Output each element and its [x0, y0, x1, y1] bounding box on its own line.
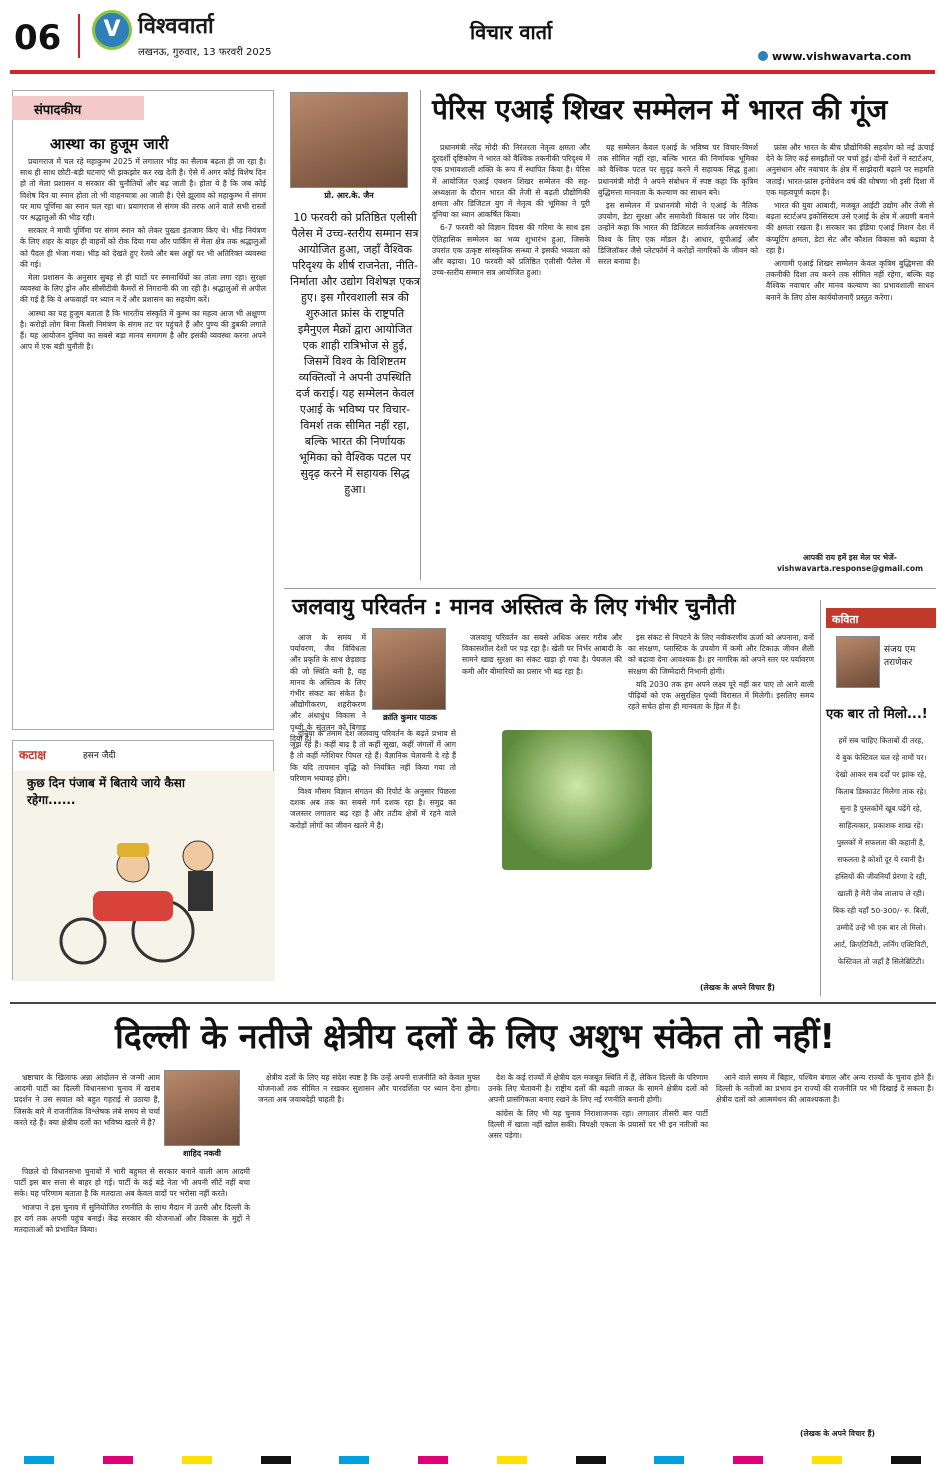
poem-line: हमें सब चाहिए किताबों दी तरह,: [838, 736, 924, 745]
color-swatch: [24, 1456, 54, 1464]
poem-line: साहित्यकार, प्रकाशक शाख रहे।: [838, 821, 924, 830]
lead-para: प्रधानमंत्री नरेंद्र मोदी की निरंतरता नेतृत्व क्षमता और दूरदर्शी दृष्टिकोण ने भारत को वैश्विक तकनीकी परिदृश्य में एक प्रभावशाली शक्ति के रूप में स्थापित किया है। पेरिस में आयोजित एआई एक्शन शिखर सम्मेलन की सह-अध्यक्षता के दौरान भारत की तेजी से बढ़ती प्रौद्योगिकी क्षमता और डिजिटल युग में नेतृत्व की भूमिका ने पूरी दुनिया का ध्यान आकर्षित किया।: [432, 143, 590, 220]
bottom-para: देश के कई राज्यों में क्षेत्रीय दल मजबूत स्थिति में हैं, लेकिन दिल्ली के परिणाम उनके लिए चेतावनी है। राष्ट्रीय दलों की बढ़ती ताकत के सामने क्षेत्रीय दलों को अपनी प्रासंगिकता बनाए रखने के लिए नई रणनीति बनानी होगी।: [488, 1073, 708, 1105]
cartoon-box: [12, 740, 274, 980]
section-rule: [10, 1002, 936, 1004]
poem-line: पुस्तकों में सफलता की कहानी है,: [836, 838, 926, 847]
author-photo-naqvi: [164, 1070, 240, 1146]
website-text: www.vishwavarta.com: [772, 50, 912, 63]
climate-para: यदि 2030 तक हम अपने लक्ष्य पूरे नहीं कर पाए तो आने वाली पीढ़ियों को एक असुरक्षित पृथ्वी विरासत में मिलेगी। इसलिए समय रहते सचेत होना ही मानवता के हित में है।: [628, 679, 814, 712]
editorial-para: मेला प्रशासन के अनुसार सुबह से ही घाटों पर स्नानार्थियों का तांता लगा रहा। सुरक्षा व्यवस्था के लिए ड्रोन और सीसीटीवी कैमरों से निगरानी की जा रही है। श्रद्धालुओं से अपील की गई है कि वे अफवाहों पर ध्यान न दें और प्रशासन का सहयोग करें।: [20, 273, 266, 305]
editorial-tag: [12, 96, 144, 120]
lead-article-title: पेरिस एआई शिखर सम्मेलन में भारत की गूंज: [432, 93, 888, 126]
website-link[interactable]: [758, 50, 911, 63]
poem-line: देखो आकर सब दर्दों पर झांक रहे,: [835, 770, 927, 779]
brand-name: विश्ववार्ता: [138, 14, 214, 39]
bottom-para: आने वाले समय में बिहार, पश्चिम बंगाल और अन्य राज्यों के चुनाव होने हैं। दिल्ली के नतीजों का प्रभाव इन राज्यों की राजनीति पर भी दिखाई दे सकता है। क्षेत्रीय दलों को आत्ममंथन की आवश्यकता है।: [716, 1073, 934, 1105]
cartoon-artist: हसन जैदी: [83, 751, 116, 761]
lead-para: 6-7 फरवरी को विज्ञान दिवस की गरिमा के साथ इस ऐतिहासिक सम्मेलन का भव्य शुभारंभ हुआ, जिसके उपरांत एक उत्कृष्ट सांस्कृतिक सन्ध्या ने इसकी भव्यता को और बढ़ाया। 10 फरवरी को प्रतिष्ठित एलीसी पैलेस में उच्च-स्तरीय सम्मान सत्र आयोजित हुआ।: [432, 223, 590, 278]
color-swatch: [339, 1456, 369, 1464]
poem-body: [826, 735, 936, 973]
editorial-body: [20, 156, 266, 722]
climate-para: जलवायु परिवर्तन का सबसे अधिक असर गरीब और विकासशील देशों पर पड़ रहा है। खेती पर निर्भर आबादी के सामने खाद्य सुरक्षा का संकट खड़ा हो गया है। पेयजल की कमी और बीमारियों का प्रसार भी बढ़ रहा है।: [462, 633, 622, 676]
bottom-article-col2: [258, 1072, 480, 1442]
bottom-article-intro: [14, 1072, 160, 1162]
poem-line: ये बुक फेस्टिवल चल रहे नामों पर।: [835, 753, 927, 762]
poem-line: सुना है पुस्तकोंमें खूब पढ़ेंगे रहे,: [839, 804, 923, 813]
lead-para: भारत की युवा आबादी, मजबूत आईटी उद्योग और तेजी से बढ़ता स्टार्टअप इकोसिस्टम उसे एआई के क्षेत्र में अग्रणी बनाने की क्षमता रखता है। सरकार का इंडिया एआई मिशन देश में कंप्यूटिंग क्षमता, डेटा सेट और कौशल विकास को बढ़ावा दे रहा है।: [766, 201, 934, 255]
editorial-para: सरकार ने माघी पूर्णिमा पर संगम स्नान को लेकर पुख्ता इंतजाम किए थे। भीड़ नियंत्रण के लिए शहर के बाहर ही वाहनों को रोक दिया गया और पार्किंग से मेला क्षेत्र तक श्रद्धालुओं को पैदल ही भेजा गया। भीड़ को देखते हुए रेलवे और बस अड्डों पर भी अतिरिक्त व्यवस्था की गई।: [20, 226, 267, 269]
poem-line: किताब डिस्काउंट मिलेगा ताक रहे।: [835, 787, 927, 796]
lead-para: आगामी एआई शिखर सम्मेलन केवल कृत्रिम बुद्धिमत्ता की तकनीकी दिशा तय करने तक सीमित नहीं रहेगा, बल्कि यह वैश्विक नवाचार और मानव कल्याण का प्रभावशाली साधन बनाने के लिए ठोस कार्ययोजनाएँ प्रस्तुत करेगा।: [766, 259, 934, 302]
lead-para: यह सम्मेलन केवल एआई के भविष्य पर विचार-विमर्श तक सीमित नहीं रहा, बल्कि भारत की निर्णायक भूमिका को वैश्विक पटल पर सुदृढ़ करने में सहायक सिद्ध हुआ। प्रधानमंत्री मोदी ने अपने संबोधन में स्पष्ट कहा कि कृत्रिम बुद्धिमत्ता मानवता के कल्याण का साधन बने।: [598, 143, 758, 197]
climate-article-title: जलवायु परिवर्तन : मानव अस्तित्व के लिए गंभीर चुनौती: [292, 595, 736, 620]
color-swatch: [654, 1456, 684, 1464]
editorial-para: प्रयागराज में चल रहे महाकुम्भ 2025 में लगातार भीड़ का सैलाब बढ़ता ही जा रहा है। साथ ही साथ छोटी-बड़ी घटनाएं भी झकझोर कर रख देती है। ऐसे में अगर कोई विशेष दिन हो तो मेला प्रशासन व सरकार की चुनौतियों और बढ़ जाती है। होता ये है कि जब कोई विशेष दिन या स्नान होता तो भी वाहनयात्रा आ जाती है। ऐसे झूलाव को महाकुम्भ में संगम पर माघ पूर्णिमा का स्नान चल रहा था। प्रयागराज से संगम की तरफ आने वाले सभी रास्तों पर श्रद्धालुओं की भीड़ रही।: [20, 157, 266, 223]
bottom-article-title: दिल्ली के नतीजे क्षेत्रीय दलों के लिए अशुभ संकेत तो नहीं!: [114, 1017, 836, 1057]
bottom-article-col4: [716, 1072, 934, 1428]
lead-article-col1: [432, 142, 590, 582]
editorial-tag-label: संपादकीय: [34, 103, 82, 118]
color-swatch: [576, 1456, 606, 1464]
climate-article-col1: [290, 728, 456, 994]
print-color-bar: [0, 1456, 945, 1466]
climate-article-intro: [290, 632, 366, 743]
color-swatch: [891, 1456, 921, 1464]
climate-para: विश्व मौसम विज्ञान संगठन की रिपोर्ट के अनुसार पिछला दशक अब तक का सबसे गर्म दशक रहा है। समुद्र का जलस्तर लगातार बढ़ रहा है और तटीय क्षेत्रों में रहने वाले करोड़ों लोगों का जीवन खतरे में है।: [290, 787, 456, 830]
column-rule: [820, 600, 821, 996]
color-swatch: [261, 1456, 291, 1464]
bottom-para: पिछले दो विधानसभा चुनावों में भारी बहुमत से सरकार बनाने वाली आम आदमी पार्टी इस बार सत्ता से बाहर हो गई। पार्टी के कई बड़े नेता भी अपनी सीटें नहीं बचा सके। यह परिणाम बताता है कि मतदाता अब केवल वादों पर भरोसा नहीं करते।: [14, 1167, 250, 1199]
masthead: [0, 0, 945, 72]
climate-article-col3: [628, 632, 814, 994]
author-photo-jain: [290, 92, 408, 188]
poem-tag: कविता: [826, 608, 936, 628]
poem-line: खाली है मेरी जेब लालाच ले रही।: [837, 889, 925, 898]
globe-icon: [758, 51, 768, 61]
bottom-article-col3: [488, 1072, 708, 1442]
poem-title: एक बार तो मिलो...!: [826, 707, 928, 722]
lead-article-col2: [598, 142, 758, 582]
climate-article-footer: (लेखक के अपने विचार हैं): [700, 983, 775, 992]
lead-article-col3: [766, 142, 934, 522]
editorial-title: आस्था का हुजूम जारी: [50, 135, 169, 153]
bottom-article-footer: (लेखक के अपने विचार हैं): [800, 1429, 875, 1438]
pull-quote: 10 फरवरी को प्रतिष्ठित एलीसी पैलेस में उच्च-स्तरीय सम्मान सत्र आयोजित हुआ, जहाँ वैश्विक परिदृश्य के शीर्ष राजनेता, नीति-निर्माता और उद्योग विशेषज्ञ एकत्र हुए। इस गौरवशाली सत्र की शुरुआत फ्रांस के राष्ट्रपति इमैनुएल मैक्रों द्वारा आयोजित एक शाही रात्रिभोज से हुई, जिसमें विश्व के विशिष्टतम व्यक्तित्वों ने अपनी उपस्थिति दर्ज कराई। यह सम्मेलन केवल एआई के भविष्य पर विचार-विमर्श तक सीमित नहीं रहा, बल्कि भारत की निर्णायक भूमिका को वैश्विक पटल पर सुदृढ़ करने में सहायक सिद्ध हुआ।: [290, 211, 420, 496]
author-name-naqvi: शाहिद नकवी: [183, 1149, 221, 1158]
lead-article-footer: आपकी राय हमें इस मेल पर भेजें- vishwavarta.response@gmail.com: [776, 553, 923, 574]
header-rule: [10, 70, 935, 74]
poet-photo: [836, 636, 880, 688]
poem-line: हस्तियों की जीवनियाँ प्रेरणा दे रही,: [835, 872, 927, 881]
lead-para: फ्रांस और भारत के बीच प्रौद्योगिकी सहयोग को नई ऊंचाई देने के लिए कई समझौतों पर चर्चा हुई। दोनों देशों ने स्टार्टअप, अनुसंधान और नवाचार के क्षेत्र में साझेदारी बढ़ाने पर सहमति जताई। भारत-फ्रांस इनोवेशन वर्ष की घोषणा भी इसी दिशा में एक महत्वपूर्ण कदम है।: [766, 143, 934, 197]
author-name-pathak: क्रांति कुमार पाठक: [382, 713, 438, 722]
color-swatch: [497, 1456, 527, 1464]
poem-line: आर्ट, क्रिएटिविटी, लर्निंग एक्टिविटी,: [833, 940, 929, 949]
bottom-para: कांग्रेस के लिए भी यह चुनाव निराशाजनक रहा। लगातार तीसरी बार पार्टी दिल्ली में खाता नहीं खोल सकी। विपक्षी एकता के प्रयासों पर भी इन नतीजों का असर पड़ेगा।: [488, 1108, 708, 1141]
column-rule: [420, 90, 421, 580]
cartoon-caption: कुछ दिन पंजाब में बिताये जाये कैसा रहेगा......: [27, 776, 185, 807]
poem-line: बिक रही यहाँ 50-300/- रु. बिली,: [832, 906, 930, 915]
color-swatch: [733, 1456, 763, 1464]
header-divider: [78, 14, 80, 58]
bottom-article-col1: [14, 1166, 250, 1442]
editorial-para: आस्था का यह हुजूम बताता है कि भारतीय संस्कृति में कुम्भ का महत्व आज भी अक्षुण्ण है। करोड़ों लोग बिना किसी निमंत्रण के संगम तट पर पहुंचते हैं और पुण्य की डुबकी लगाते हैं। यह आयोजन दुनिया का सबसे बड़ा मानव समागम है और इसकी व्यवस्था करना अपने आप में एक बड़ी चुनौती है।: [20, 308, 266, 352]
section-rule: [284, 588, 936, 589]
bottom-para: भाजपा ने इस चुनाव में सुनियोजित रणनीति के साथ मैदान में उतरी और दिल्ली के हर वर्ग तक अपनी पहुंच बनाई। केंद्र सरकार की योजनाओं और विकास के मुद्दों ने मतदाताओं को प्रभावित किया।: [14, 1202, 250, 1235]
color-swatch: [418, 1456, 448, 1464]
section-title: विचार वार्ता: [470, 20, 553, 44]
bottom-para: भ्रष्टाचार के खिलाफ अन्ना आंदोलन से जन्मी आम आदमी पार्टी का दिल्ली विधानसभा चुनाव में खराब प्रदर्शन ने उस सवाल को बहुत गहराई से उठाया है, जिसके बारे में राजनीतिक विश्लेषक लंबे समय से चर्चा करते रहे हैं। क्या क्षेत्रीय दलों का भविष्य खतरे में है?: [14, 1073, 160, 1127]
lead-para: इस सम्मेलन में प्रधानमंत्री मोदी ने एआई के नैतिक उपयोग, डेटा सुरक्षा और समावेशी विकास पर जोर दिया। उन्होंने कहा कि भारत की डिजिटल सार्वजनिक अवसंरचना विश्व के लिए एक मॉडल है। आधार, यूपीआई और डिजिलॉकर जैसे प्लेटफॉर्म ने करोड़ों नागरिकों के जीवन को सरल बनाया है।: [598, 201, 758, 267]
climate-para: दुनिया के तमाम देश जलवायु परिवर्तन के बढ़ते प्रभाव से जूझ रहे हैं। कहीं बाढ़ है तो कहीं सूखा, कहीं जंगलों में आग है तो कहीं ग्लेशियर पिघल रहे हैं। वैज्ञानिक चेतावनी दे रहे हैं कि यदि तापमान वृद्धि को नियंत्रित नहीं किया गया तो परिणाम भयावह होंगे।: [290, 729, 456, 783]
bottom-para: क्षेत्रीय दलों के लिए यह संदेश स्पष्ट है कि उन्हें अपनी राजनीति को केवल मुफ्त योजनाओं तक सीमित न रखकर सुशासन और पारदर्शिता पर ध्यान देना होगा। जनता अब जवाबदेही चाहती है।: [258, 1073, 480, 1105]
climate-para: इस संकट से निपटने के लिए नवीकरणीय ऊर्जा को अपनाना, वनों का संरक्षण, प्लास्टिक के उपयोग में कमी और टिकाऊ जीवन शैली को बढ़ावा देना आवश्यक है। हर नागरिक को अपने स्तर पर पर्यावरण संरक्षण की जिम्मेदारी निभानी होगी।: [628, 633, 814, 676]
climate-para: आज के समय में पर्यावरण, जैव विविधता और प्रकृति के साथ छेड़छाड़ की जो स्थिति बनी है, वह मानव के अस्तित्व के लिए गंभीर संकट का संकेत है। औद्योगीकरण, शहरीकरण और अंधाधुंध विकास ने पृथ्वी के संतुलन को बिगाड़ दिया है।: [290, 633, 366, 743]
author-photo-pathak: [372, 628, 446, 710]
cartoon-tag: कटाक्ष: [19, 748, 46, 762]
poem-line: सफलता है कोशों दूर ये रवानी है।: [837, 855, 925, 864]
color-swatch: [812, 1456, 842, 1464]
poet-name: संजय एम तराणेकर: [884, 645, 916, 668]
poem-line: उम्मीदें उन्हें भी एक बार तो मिलो।: [836, 923, 926, 932]
page-number: 06: [14, 18, 62, 58]
color-swatch: [182, 1456, 212, 1464]
brand-logo-icon: V: [92, 10, 132, 50]
poem-line: फेस्टिवल तो जहाँ है सिलेब्रिटिटी।: [837, 957, 925, 966]
author-name-jain: प्रो. आर.के. जैन: [324, 191, 374, 200]
dateline: लखनऊ, गुरुवार, 13 फरवरी 2025: [138, 47, 272, 58]
color-swatch: [103, 1456, 133, 1464]
